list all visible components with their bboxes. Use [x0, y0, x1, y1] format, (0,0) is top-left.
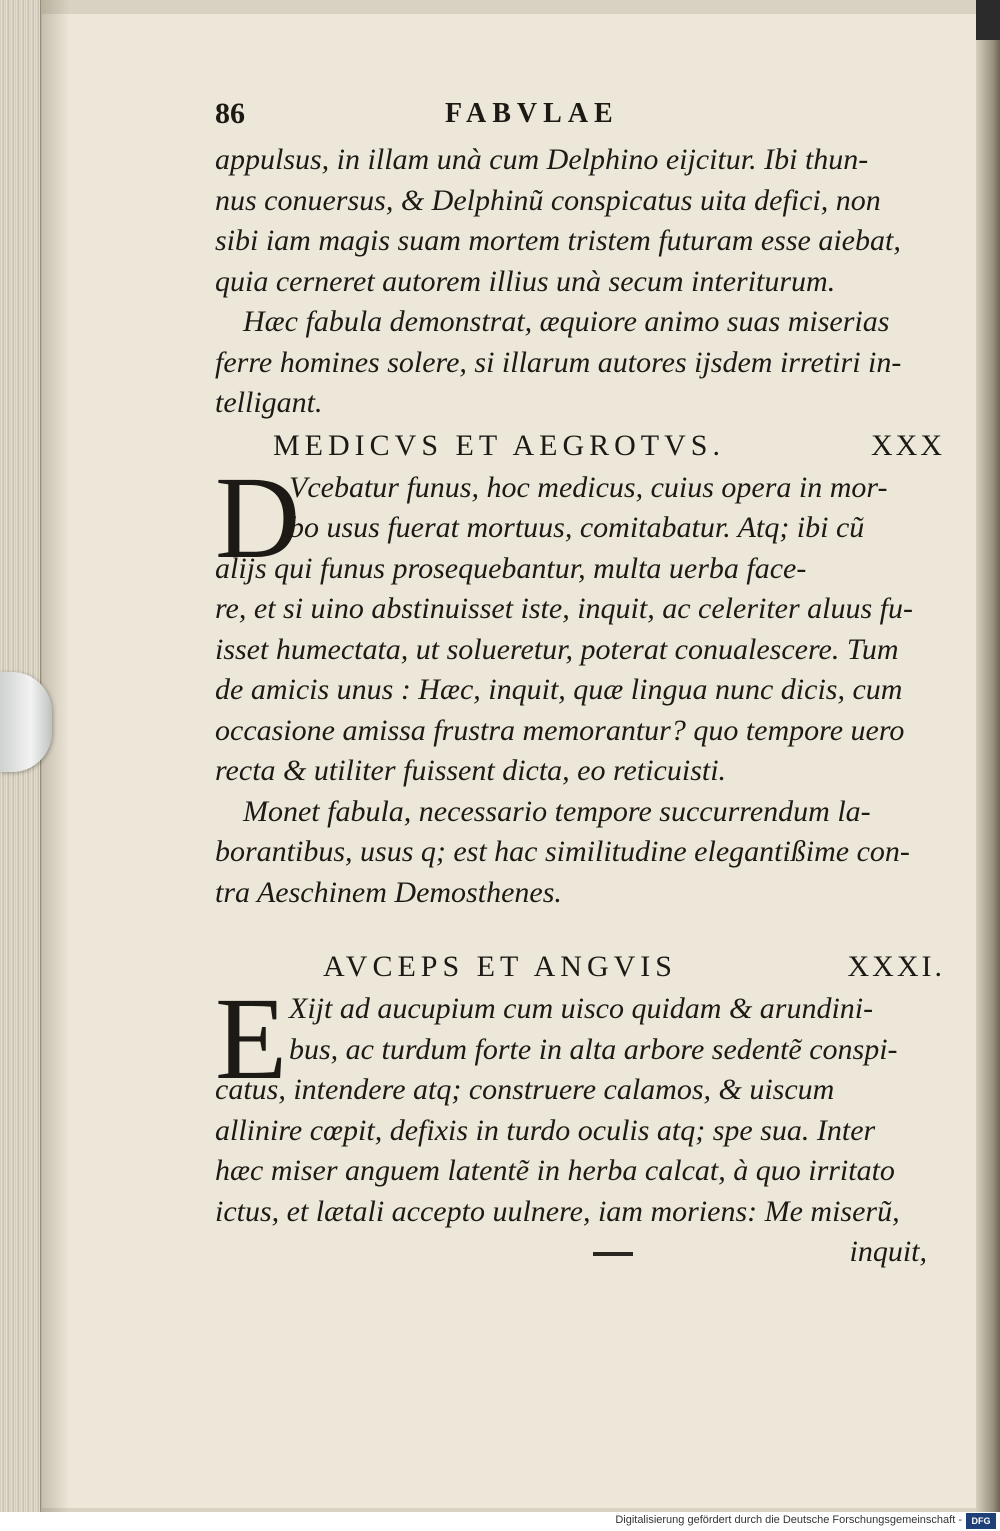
- fable-title: MEDICVS ET AEGROTVS.: [273, 428, 725, 462]
- text-line: hæc miser anguem latentẽ in herba calcat, à quo irritato: [215, 1154, 895, 1187]
- running-title: FABVLAE: [445, 98, 619, 129]
- fable-title: AVCEPS ET ANGVIS: [323, 950, 677, 983]
- text-line: sibi iam magis suam mortem tristem futuram esse aiebat,: [215, 224, 901, 257]
- fable-paragraph: [215, 451, 945, 792]
- drop-cap: E: [215, 973, 288, 1104]
- scan-background-corner: [976, 0, 1000, 40]
- fable-number: XXX: [871, 428, 945, 462]
- text-line: borantibus, usus q; est hac similitudine elegantißime con-: [215, 835, 910, 868]
- text-line: ictus, et lætali accepto uulnere, iam moriens: Me miserũ,: [215, 1194, 900, 1228]
- text-line: alijs qui funus prosequebantur, multa uerba face-: [215, 551, 807, 585]
- text-line: bus, ac turdum forte in alta arbore sedentẽ conspi-: [289, 1032, 898, 1066]
- gutter-shadow: [40, 0, 70, 1512]
- continuation-paragraph: [215, 140, 945, 302]
- text-line: occasione amissa frustra memorantur? quo tempore uero: [215, 713, 905, 747]
- moral-paragraph: [215, 792, 945, 914]
- text-line: ferre homines solere, si illarum autores ijsdem irretiri in-: [215, 345, 902, 379]
- text-line: tra Aeschinem Demosthenes.: [215, 875, 562, 909]
- fable-number: XXXI.: [847, 950, 945, 983]
- drop-cap: D: [215, 451, 301, 583]
- text-line: quia cerneret autorem illius unà secum interiturum.: [215, 264, 836, 298]
- text-line: de amicis unus : Hæc, inquit, quæ lingua nunc dicis, cum: [215, 673, 903, 706]
- running-head: [215, 90, 945, 140]
- section-gap: [215, 913, 945, 945]
- text-line: nus conuersus, & Delphinũ conspicatus uita defici, non: [215, 183, 881, 217]
- text-line: allinire cœpit, defixis in turdo oculis atq; spe sua. Inter: [215, 1113, 876, 1147]
- text-line: bo usus fuerat mortuus, comitabatur. Atq; ibi cũ: [289, 511, 865, 544]
- text-line: Hæc fabula demonstrat, æquiore animo suas miserias: [243, 305, 890, 338]
- text-line: catus, intendere atq; construere calamos, & uiscum: [215, 1073, 835, 1106]
- fable-paragraph: [215, 973, 945, 1232]
- text-line: recta & utiliter fuissent dicta, eo reticuisti.: [215, 754, 727, 787]
- text-line: appulsus, in illam unà cum Delphino eijcitur. Ibi thun-: [215, 143, 869, 176]
- text-line: Monet fabula, necessario tempore succurrendum la-: [243, 794, 871, 828]
- fable-heading: [215, 945, 945, 989]
- right-page-edge: [976, 0, 1000, 1512]
- text-line: re, et si uino abstinuisset iste, inquit, ac celeriter aluus fu-: [215, 592, 913, 625]
- page-number: 86: [215, 97, 245, 130]
- dfg-logo-icon: DFG: [966, 1513, 996, 1529]
- moral-paragraph: [215, 302, 945, 424]
- fable-heading: [215, 424, 945, 468]
- catchword: inquit,: [849, 1235, 927, 1268]
- text-line: Vcebatur funus, hoc medicus, cuius opera in mor-: [289, 470, 888, 504]
- text-line: telligant.: [215, 386, 323, 419]
- catchword-line: [215, 1232, 945, 1273]
- ornament-rule: [593, 1252, 633, 1256]
- footer-credit: Digitalisierung gefördert durch die Deutsche Forschungsgemeinschaft -: [615, 1514, 962, 1526]
- text-line: Xijt ad aucupium cum uisco quidam & arundini-: [289, 992, 874, 1025]
- page-text: [215, 90, 945, 1273]
- text-line: isset humectata, ut solueretur, poterat conualescere. Tum: [215, 632, 899, 666]
